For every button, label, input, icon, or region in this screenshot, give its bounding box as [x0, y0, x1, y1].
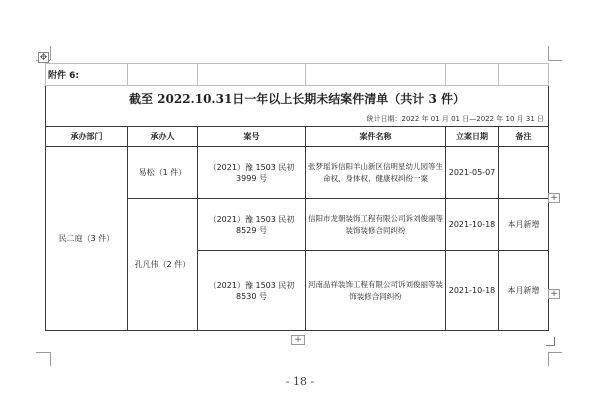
add-row-plus-icon[interactable]: +: [291, 335, 305, 345]
case-list-table: [45, 63, 549, 331]
attachment-row: [46, 64, 549, 86]
crop-mark-bottom-left: [50, 352, 51, 366]
case-no-cell: （2021）豫 1503 民初 3999 号: [198, 147, 306, 199]
filing-date-cell: 2021-05-07: [446, 147, 499, 199]
table-title: 截至 2022.10.31日一年以上长期未结案件清单（共计 3 件）: [46, 86, 549, 112]
crop-mark-bottom-right: [548, 352, 562, 353]
dept-cell: 民二庭（3 件）: [46, 147, 128, 331]
case-no-cell: （2021）豫 1503 民初 8530 号: [198, 251, 306, 331]
remark-cell: [499, 147, 549, 199]
page-number: - 18 -: [285, 375, 315, 388]
header-case-no: 案号: [198, 127, 306, 147]
judge-cell: 易松（1 件）: [128, 147, 198, 199]
table-resize-handle-icon[interactable]: [546, 337, 555, 346]
header-remark: 备注: [499, 127, 549, 147]
case-name-cell: 河南品祥装饰工程有限公司诉刘俊丽等装饰装修合同纠纷: [306, 251, 446, 331]
crop-mark-top-right: [548, 60, 562, 61]
table-header-row: [46, 127, 549, 147]
case-name-cell: 张梦瑶诉信阳羊山新区信明星幼儿园等生命权、身体权、健康权纠纷一案: [306, 147, 446, 199]
title-row: [46, 86, 549, 112]
stat-period-row: [46, 112, 549, 127]
crop-mark-bottom-left: [36, 352, 50, 353]
header-case-name: 案件名称: [306, 127, 446, 147]
judge-cell: 孔凡伟（2 件）: [128, 199, 198, 331]
table-row: [46, 147, 549, 199]
crop-mark-bottom-right: [548, 352, 549, 366]
add-row-plus-icon[interactable]: +: [548, 289, 560, 299]
table-move-handle-icon[interactable]: ✥: [39, 53, 48, 63]
stat-period: 统计日期：2022 年 01 月 01 日—2022 年 10 月 31 日: [46, 112, 549, 127]
attachment-label: 附件 6:: [46, 64, 128, 86]
remark-cell: 本月新增: [499, 199, 549, 251]
crop-mark-top-right: [548, 46, 549, 60]
header-filing-date: 立案日期: [446, 127, 499, 147]
case-no-cell: （2021）豫 1503 民初 8529 号: [198, 199, 306, 251]
crop-mark-top-left: [50, 46, 51, 60]
add-row-plus-icon[interactable]: +: [548, 193, 560, 203]
remark-cell: 本月新增: [499, 251, 549, 331]
header-judge: 承办人: [128, 127, 198, 147]
filing-date-cell: 2021-10-18: [446, 251, 499, 331]
filing-date-cell: 2021-10-18: [446, 199, 499, 251]
header-dept: 承办部门: [46, 127, 128, 147]
case-name-cell: 信阳市龙朝装饰工程有限公司诉刘俊丽等装饰装修合同纠纷: [306, 199, 446, 251]
